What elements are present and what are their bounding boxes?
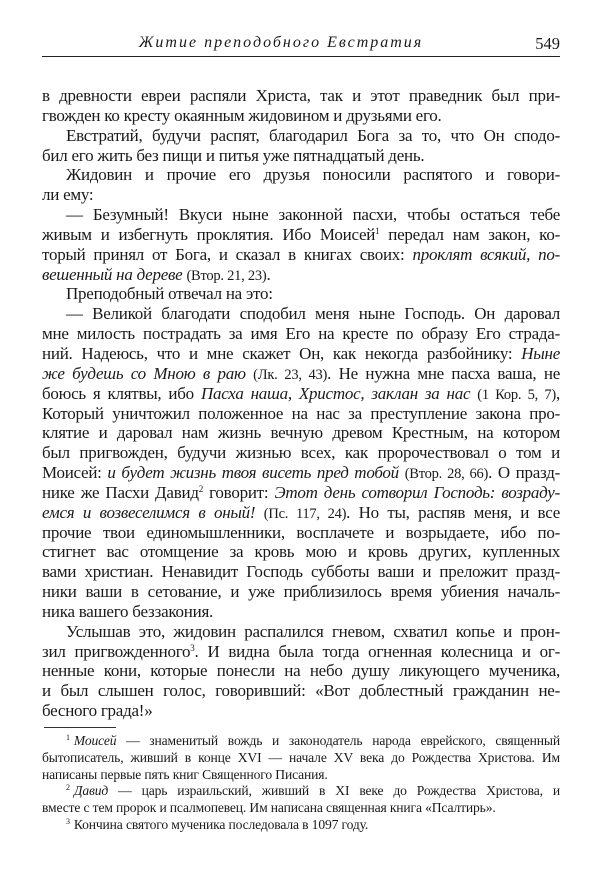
text-line bbox=[42, 443, 560, 463]
italic-quote: Ныне bbox=[521, 343, 560, 363]
text-line bbox=[42, 106, 560, 126]
text-line bbox=[42, 642, 560, 662]
text-line bbox=[42, 126, 560, 146]
text-line bbox=[42, 423, 560, 443]
text-span: ники ваши в сетование, и уже приблизилось время убиения началь- bbox=[42, 582, 560, 602]
text-line bbox=[42, 562, 560, 582]
text-span: — царь израильский, живший в XI веке до Рождества Христова, и bbox=[108, 783, 560, 799]
text-span: ли ему: bbox=[42, 185, 94, 205]
footnote-line bbox=[42, 767, 560, 784]
text-line bbox=[42, 661, 560, 681]
footnote-marker: 1 bbox=[375, 225, 380, 236]
footnote-line bbox=[42, 800, 560, 817]
text-span: бесного града!» bbox=[42, 701, 153, 721]
text-line bbox=[42, 503, 560, 523]
footnote-marker: 3 bbox=[66, 816, 70, 826]
text-span: Который уничтожил положенное на нас за преступление закона про- bbox=[42, 403, 560, 423]
italic-quote: же будешь со Мною в раю bbox=[42, 363, 246, 383]
text-span: передал нам закон, ко- bbox=[379, 224, 560, 244]
text-line bbox=[42, 582, 560, 602]
text-span: написаны первые пять книг Священного Писания. bbox=[42, 766, 328, 782]
text-line bbox=[42, 523, 560, 543]
text-span: . И видна была тогда огненная колесница и ог- bbox=[194, 641, 560, 661]
running-header bbox=[42, 34, 560, 57]
text-line bbox=[42, 165, 560, 185]
scripture-reference: (Втор. 28, 66) bbox=[404, 466, 489, 483]
footnote-marker: 2 bbox=[198, 483, 203, 494]
italic-quote: Этот день сотворил Господь: возраду- bbox=[274, 482, 560, 502]
text-span: ненные кони, которые понесли на небо душу ликующего мученика, bbox=[42, 661, 560, 681]
text-line bbox=[42, 185, 560, 205]
footnote-line bbox=[42, 750, 560, 767]
footnote-line bbox=[42, 733, 560, 750]
text-line bbox=[42, 225, 560, 245]
text-line bbox=[42, 542, 560, 562]
text-span: бил его жить без пищи и питья уже пятнадцатый день. bbox=[42, 145, 425, 165]
text-line bbox=[42, 86, 560, 106]
text-line bbox=[42, 681, 560, 701]
text-line bbox=[42, 463, 560, 483]
text-span: . Не нужна мне пасха ваша, не bbox=[327, 363, 560, 383]
running-title: Житие преподобного Евстратия bbox=[138, 34, 424, 51]
text-span: вместе с тем пророк и псалмопевец. Им написана священная книга «Псалтирь». bbox=[42, 800, 496, 816]
text-line bbox=[42, 344, 560, 364]
text-span: вами христиан. Ненавидит Господь субботы ваши и преложит празд- bbox=[42, 562, 560, 582]
text-span: бытописатель, живший в конце XVI — начале XV века до Рождества Христова. Им bbox=[42, 749, 560, 765]
text-span: боюсь я клятвы, ибо bbox=[42, 383, 201, 403]
text-span: ний. Надеюсь, что и мне скажет Он, как некогда разбойнику: bbox=[42, 343, 522, 363]
text-span: Жидовин и прочие его друзья поносили распятого и говори- bbox=[66, 165, 560, 185]
text-line bbox=[42, 265, 560, 285]
text-span: . О празд- bbox=[488, 463, 561, 483]
text-line bbox=[42, 602, 560, 622]
text-span: Евстратий, будучи распят, благодарил Бога за то, что Он сподо- bbox=[66, 125, 560, 145]
text-line bbox=[42, 384, 560, 404]
text-span: мне милость пострадать за имя Его на кресте по образу Его страда- bbox=[42, 324, 560, 344]
text-span: , bbox=[556, 383, 561, 403]
text-span: прочие твои единомышленники, восплачете и возрыдаете, ибо по- bbox=[42, 522, 560, 542]
text-line bbox=[42, 483, 560, 503]
text-span: — Безумный! Вкуси ныне законной пасхи, чтобы остаться тебе bbox=[66, 205, 560, 225]
text-line bbox=[42, 324, 560, 344]
scripture-reference: (Втор. 21, 23) bbox=[186, 267, 267, 284]
text-span: Моисей: bbox=[42, 463, 108, 483]
scripture-reference: (Лк. 23, 43) bbox=[253, 366, 328, 383]
footnote-line bbox=[42, 817, 560, 834]
scripture-reference: (Пс. 117, 24) bbox=[263, 505, 347, 522]
text-line bbox=[42, 245, 560, 265]
text-line bbox=[42, 284, 560, 304]
text-span: Услышав это, жидовин распалился гневом, схватил копье и прон- bbox=[66, 621, 560, 641]
italic-quote: вешенный на дереве bbox=[42, 264, 183, 284]
text-span: живым и избегнуть проклятия. Ибо Моисей bbox=[42, 224, 376, 244]
text-span: и был слышен голос, говоривший: «Вот доблестный гражданин не- bbox=[42, 681, 560, 701]
text-line bbox=[42, 622, 560, 642]
text-span: — знаменитый вождь и законодатель народа еврейского, священный bbox=[116, 733, 560, 748]
main-text bbox=[42, 86, 560, 721]
scripture-reference: (1 Кор. 5, 7) bbox=[477, 386, 557, 403]
page-number: 549 bbox=[535, 34, 560, 53]
footnote-marker: 3 bbox=[190, 642, 195, 653]
text-span: клятие и даровал нам жизнь вечную древом Крестным, на котором bbox=[42, 423, 560, 443]
text-span: в древности евреи распяли Христа, так и этот праведник был при- bbox=[42, 86, 560, 105]
italic-quote: емся и возвеселимся в оный! bbox=[42, 502, 256, 522]
text-span: был пригвожден, будучи жизнью всех, как пророчествовал о том и bbox=[42, 443, 560, 463]
italic-quote: Давид bbox=[73, 783, 109, 799]
text-span: говорит: bbox=[202, 482, 275, 502]
text-line bbox=[42, 701, 560, 721]
text-line bbox=[42, 146, 560, 166]
footnote-marker: 2 bbox=[66, 783, 70, 793]
text-line bbox=[42, 364, 560, 384]
text-span: — Великой благодати сподобил меня ныне Господь. Он даровал bbox=[66, 304, 560, 324]
footnotes bbox=[42, 733, 560, 834]
text-span: ника вашего беззакония. bbox=[42, 601, 214, 621]
italic-quote: Моисей bbox=[73, 733, 117, 748]
text-line bbox=[42, 404, 560, 424]
text-span: нике же Пасхи Давид bbox=[42, 482, 199, 502]
text-span: . Но ты, распяв меня, и все bbox=[346, 502, 560, 522]
text-span bbox=[255, 503, 263, 522]
text-span: торый принял от Бога, и сказал в книгах своих: bbox=[42, 244, 413, 264]
text-span: гвожден ко кресту окаянным жидовином и друзьями его. bbox=[42, 105, 442, 125]
text-span: Преподобный отвечал на это: bbox=[66, 284, 273, 304]
text-line bbox=[42, 205, 560, 225]
text-span: . bbox=[266, 264, 271, 284]
text-span: стигнет вас отомщение за кровь мою и кровь других, купленных bbox=[42, 542, 560, 562]
italic-quote: Пасха наша, Христос, заклан за нас bbox=[200, 383, 471, 403]
italic-quote: проклят всякий, по- bbox=[412, 244, 560, 264]
text-span: Кончина святого мученика последовала в 1097 году. bbox=[73, 816, 369, 832]
footnote-line bbox=[42, 783, 560, 800]
footnote-divider bbox=[44, 727, 116, 728]
footnote-marker: 1 bbox=[66, 733, 70, 742]
text-span: зил пригвожденного bbox=[42, 641, 191, 661]
italic-quote: и будет жизнь твоя висеть пред тобой bbox=[107, 463, 399, 483]
text-line bbox=[42, 304, 560, 324]
